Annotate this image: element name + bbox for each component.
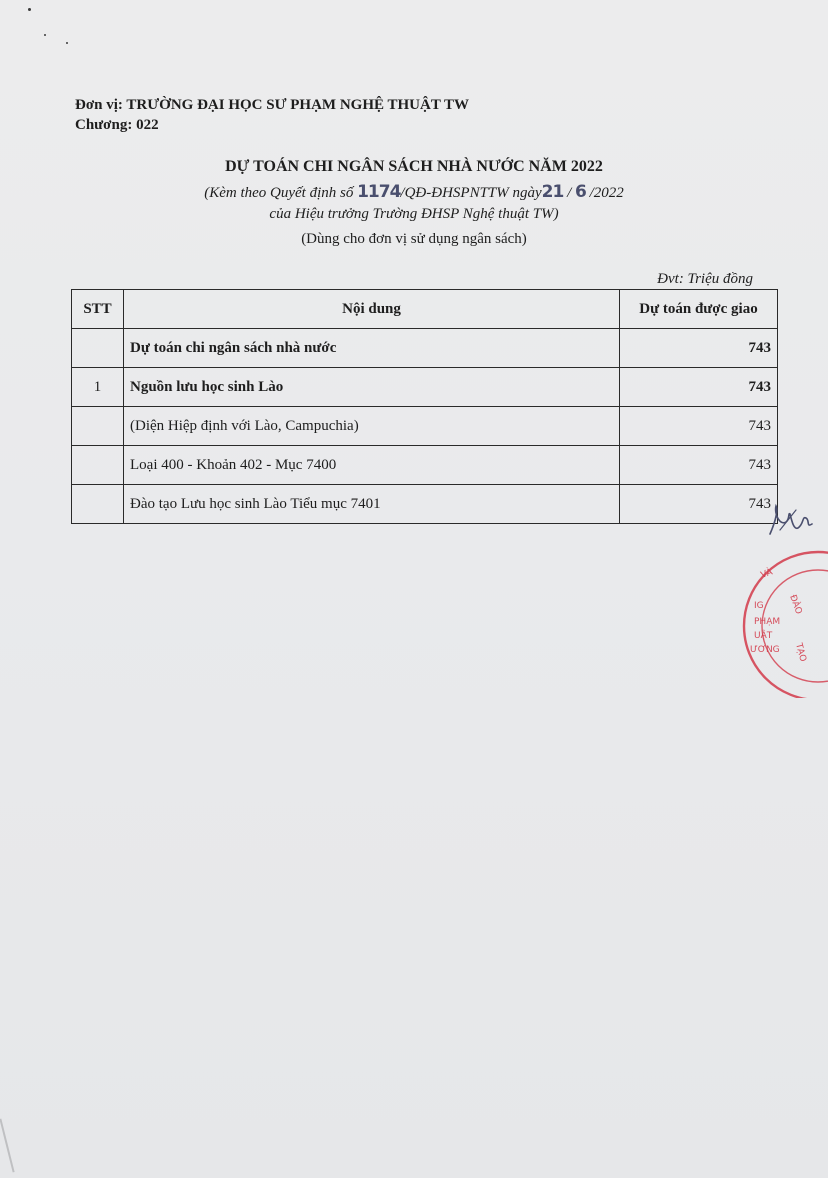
table-row [72,446,778,485]
row-content: Nguồn lưu học sinh Lào [124,368,620,407]
table-row [72,368,778,407]
unit-of-measure: Đvt: Triệu đồng [657,271,753,287]
row-amount: 743 [620,485,778,524]
seal-text: TẠO [793,642,808,663]
row-amount: 743 [620,407,778,446]
row-stt: 1 [72,368,124,407]
seal-text: ĐÀO [787,593,804,616]
speck [44,34,46,36]
row-content: Dự toán chi ngân sách nhà nước [124,329,620,368]
decision-month-handwritten: 6 [575,182,586,202]
row-content: Đào tạo Lưu học sinh Lào Tiểu mục 7401 [124,485,620,524]
row-amount: 743 [620,446,778,485]
decision-middle: /QĐ-ĐHSPNTTW ngày [400,185,542,201]
row-stt [72,329,124,368]
header-content: Nội dung [124,290,620,329]
decision-separator: / [563,185,576,201]
red-seal-stamp [728,548,828,698]
table-row [72,407,778,446]
header-amount: Dự toán được giao [620,290,778,329]
seal-text: UẬT [754,631,773,641]
row-amount: 743 [620,368,778,407]
seal-text: PHẠM [754,617,781,627]
seal-text: VÀ [759,567,775,581]
row-stt [72,407,124,446]
decision-issuer: của Hiệu trưởng Trường ĐHSP Nghệ thuật TW) [269,206,559,222]
row-content: Loại 400 - Khoản 402 - Mục 7400 [124,446,620,485]
seal-graphic [728,548,828,698]
decision-prefix: (Kèm theo Quyết định số [204,185,358,201]
row-content: (Diện Hiệp định với Lào, Campuchia) [124,407,620,446]
usage-note: (Dùng cho đơn vị sử dụng ngân sách) [301,231,527,247]
seal-text: ƯƠNG [750,645,780,655]
table-header-row [72,290,778,329]
row-amount: 743 [620,329,778,368]
decision-year: /2022 [585,185,624,201]
document-title: DỰ TOÁN CHI NGÂN SÁCH NHÀ NƯỚC NĂM 2022 [225,158,603,175]
speck [28,8,31,11]
chapter-line: Chương: 022 [75,117,159,133]
initials-signature [766,500,816,540]
seal-text: IG [754,601,764,611]
decision-day-handwritten: 21 [541,182,564,202]
table-row [72,485,778,524]
page-edge-mark [0,1119,15,1173]
speck [66,42,68,44]
row-stt [72,485,124,524]
decision-reference [0,182,828,202]
budget-table [71,289,778,524]
row-stt [72,446,124,485]
table-row [72,329,778,368]
decision-number-handwritten: 1174 [357,182,401,202]
header-stt: STT [72,290,124,329]
unit-line: Đơn vị: TRƯỜNG ĐẠI HỌC SƯ PHẠM NGHỆ THUẬT TW [75,97,470,113]
